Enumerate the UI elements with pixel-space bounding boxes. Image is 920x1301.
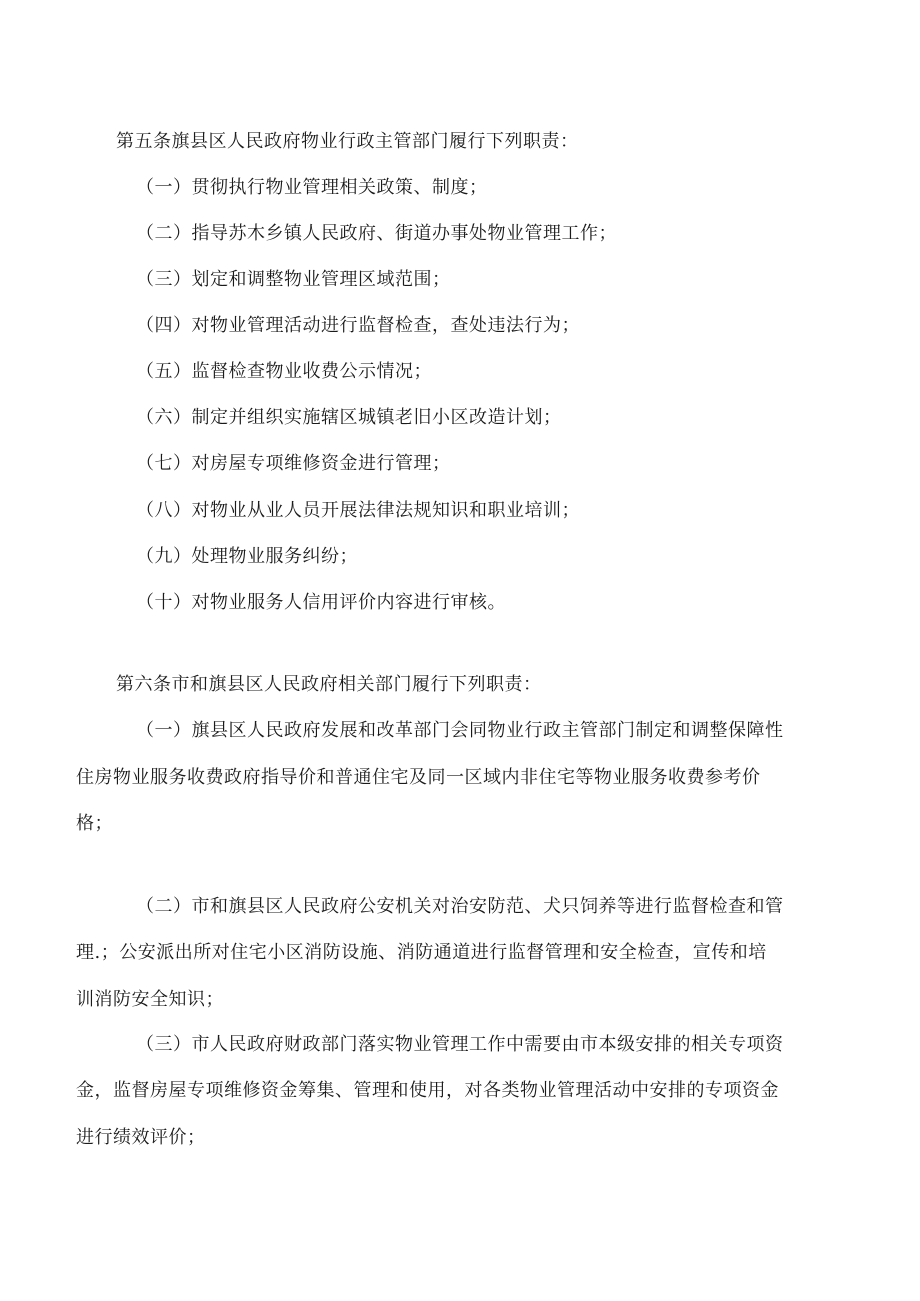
paragraph-line: 训消防安全知识； bbox=[76, 989, 224, 1010]
article5-item-2: （二）指导苏木乡镇人民政府、街道办事处物业管理工作； bbox=[136, 223, 617, 244]
article5-item-6: （六）制定并组织实施辖区城镇老旧小区改造计划； bbox=[136, 407, 562, 428]
article5-item-9: （九）处理物业服务纠纷； bbox=[136, 546, 358, 567]
paragraph-line: （三）市人民政府财政部门落实物业管理工作中需要由市本级安排的相关专项资 bbox=[136, 1034, 784, 1055]
article5-heading: 第五条旗县区人民政府物业行政主管部门履行下列职责： bbox=[116, 131, 579, 152]
article5-item-4: （四）对物业管理活动进行监督检查，查处违法行为； bbox=[136, 315, 580, 336]
article5-item-8: （八）对物业从业人员开展法律法规知识和职业培训； bbox=[136, 500, 580, 521]
paragraph-line: 格； bbox=[76, 813, 113, 834]
article5-item-1: （一）贯彻执行物业管理相关政策、制度； bbox=[136, 177, 488, 198]
paragraph-line: 理.；公安派出所对住宅小区消防设施、消防通道进行监督管理和安全检查，宣传和培 bbox=[76, 942, 767, 963]
paragraph-line: 住房物业服务收费政府指导价和普通住宅及同一区域内非住宅等物业服务收费参考价 bbox=[76, 767, 761, 788]
article5-item-7: （七）对房屋专项维修资金进行管理； bbox=[136, 453, 451, 474]
article5-item-5: （五）监督检查物业收费公示情况； bbox=[136, 361, 432, 382]
paragraph-line: 金，监督房屋专项维修资金筹集、管理和使用，对各类物业管理活动中安排的专项资金 bbox=[76, 1080, 779, 1101]
article5-item-3: （三）划定和调整物业管理区域范围； bbox=[136, 269, 451, 290]
article5-item-10: （十）对物业服务人信用评价内容进行审核。 bbox=[136, 592, 506, 613]
article6-heading: 第六条市和旗县区人民政府相关部门履行下列职责： bbox=[116, 674, 542, 695]
paragraph-line: （二）市和旗县区人民政府公安机关对治安防范、犬只饲养等进行监督检查和管 bbox=[136, 896, 784, 917]
paragraph-line: 进行绩效评价； bbox=[76, 1127, 206, 1148]
paragraph-line: （一）旗县区人民政府发展和改革部门会同物业行政主管部门制定和调整保障性 bbox=[136, 720, 784, 741]
